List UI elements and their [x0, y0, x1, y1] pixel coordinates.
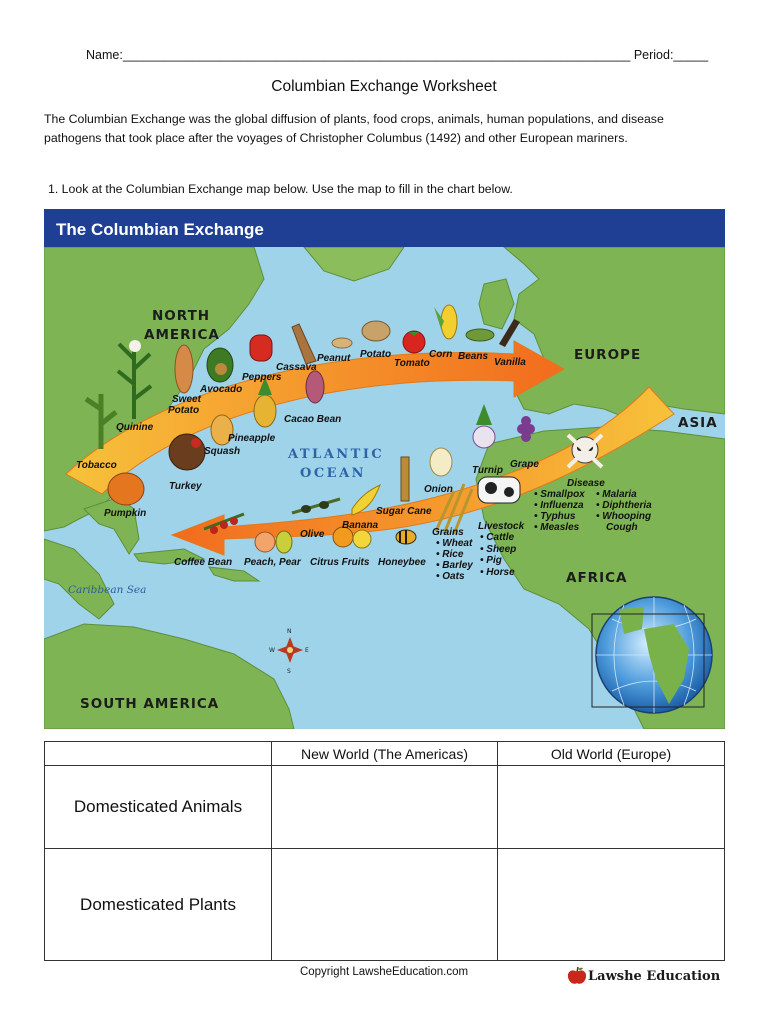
- compass-e: E: [305, 647, 309, 654]
- disease-item-7: • Whooping: [596, 511, 652, 522]
- honeybee-icon: [396, 530, 416, 544]
- answer-chart: [44, 741, 725, 961]
- livestock-item-4: • Horse: [480, 567, 515, 578]
- squash-label: Squash: [204, 446, 241, 457]
- lawshe-education-logo: [566, 966, 720, 986]
- sugar-cane-label: Sugar Cane: [376, 506, 432, 517]
- banana-label: Banana: [342, 520, 379, 531]
- grains-item-2: • Rice: [436, 549, 464, 560]
- apple-icon: [566, 966, 588, 986]
- livestock-item-2: • Sheep: [480, 544, 517, 555]
- europe-landmass: [504, 247, 725, 419]
- grains-item-3: • Barley: [436, 560, 473, 571]
- compass-w: W: [269, 647, 275, 654]
- grains-item-1: • Wheat: [436, 538, 473, 549]
- beans-icon: [466, 329, 494, 341]
- peppers-icon: [250, 335, 272, 361]
- corn-label: Corn: [429, 349, 453, 360]
- potato-icon: [362, 321, 390, 341]
- caribbean-sea-label: Caribbean Sea: [68, 584, 147, 596]
- columbian-exchange-map: [44, 209, 725, 729]
- grains-item-4: • Oats: [436, 571, 465, 582]
- onion-label: Onion: [424, 484, 453, 495]
- disease-item-1: • Smallpox: [534, 489, 585, 500]
- africa-label: AFRICA: [566, 570, 628, 586]
- pumpkin-label: Pumpkin: [104, 508, 147, 519]
- beans-label: Beans: [458, 351, 489, 362]
- name-label: Name:: [86, 48, 123, 62]
- olive-label: Olive: [300, 529, 325, 540]
- livestock-item-3: • Pig: [480, 555, 502, 566]
- ocean-label-1: ATLANTIC: [288, 447, 385, 462]
- grains-title: Grains: [432, 527, 464, 538]
- europe-label: EUROPE: [574, 347, 642, 363]
- vanilla-label: Vanilla: [494, 357, 526, 368]
- disease-item-5: • Malaria: [596, 489, 637, 500]
- livestock-title: Livestock: [478, 521, 525, 532]
- citrus-fruits-label: Citrus Fruits: [310, 557, 370, 568]
- chart-header-row: [45, 742, 725, 766]
- avocado-icon: [207, 348, 233, 382]
- sweet-potato-label-1: Sweet: [172, 394, 201, 405]
- potato-label: Potato: [360, 349, 392, 360]
- copyright-text: Copyright LawsheEducation.com: [299, 966, 469, 978]
- peppers-label: Peppers: [242, 372, 282, 383]
- cassava-label: Cassava: [276, 362, 317, 373]
- livestock-item-1: • Cattle: [480, 532, 515, 543]
- chart-header-old-world: Old World (Europe): [498, 742, 725, 766]
- skull-crossbones-icon: [568, 435, 602, 467]
- compass-n: N: [287, 628, 292, 635]
- compass-s: S: [287, 668, 291, 675]
- map-svg: [44, 209, 725, 729]
- pineapple-label: Pineapple: [228, 433, 276, 444]
- peach-pear-label: Peach, Pear: [244, 557, 301, 568]
- disease-item-4: • Measles: [534, 522, 580, 533]
- quinine-label: Quinine: [116, 422, 154, 433]
- disease-item-3: • Typhus: [534, 511, 576, 522]
- chart-header-corner: [45, 742, 272, 766]
- south-america-label: SOUTH AMERICA: [80, 696, 220, 712]
- tobacco-label: Tobacco: [76, 460, 117, 471]
- disease-item-8: Cough: [606, 522, 638, 533]
- asia-label: ASIA: [678, 415, 718, 431]
- period-label: Period:: [633, 48, 674, 62]
- sweet-potato-icon: [175, 345, 193, 393]
- sweet-potato-label-2: Potato: [168, 405, 200, 416]
- ocean-label-2: OCEAN: [300, 466, 367, 481]
- coffee-bean-label: Coffee Bean: [174, 557, 233, 568]
- avocado-label: Avocado: [200, 384, 243, 395]
- period-blank[interactable]: _____: [673, 48, 709, 62]
- sugar-cane-icon: [401, 457, 409, 501]
- intro-paragraph: [44, 110, 734, 148]
- north-america-label-1: NORTH: [152, 308, 211, 324]
- turkey-icon: [169, 434, 205, 470]
- north-america-label-2: AMERICA: [144, 327, 220, 343]
- cacao-bean-icon: [306, 371, 324, 403]
- peanut-icon: [332, 338, 352, 348]
- disease-item-6: • Diphtheria: [596, 500, 652, 511]
- chart-header-new-world: New World (The Americas): [272, 742, 498, 766]
- cell-plants-old-world[interactable]: [498, 849, 725, 961]
- cell-plants-new-world[interactable]: [272, 849, 498, 961]
- question-1: 1. Look at the Columbian Exchange map below. Use the map to fill in the chart below.: [48, 182, 513, 196]
- name-blank[interactable]: _________________________________________________________________________: [122, 48, 631, 62]
- disease-item-2: • Influenza: [534, 500, 584, 511]
- onion-icon: [430, 448, 452, 476]
- cow-icon: [478, 477, 520, 503]
- peanut-label: Peanut: [317, 353, 351, 364]
- grape-label: Grape: [510, 459, 539, 470]
- logo-text: Lawshe Education: [588, 968, 721, 984]
- row-label-domesticated-plants: Domesticated Plants: [45, 849, 272, 961]
- honeybee-label: Honeybee: [378, 557, 426, 568]
- cacao-bean-label: Cacao Bean: [284, 414, 342, 425]
- row-label-domesticated-animals: Domesticated Animals: [45, 766, 272, 849]
- pumpkin-icon: [108, 473, 144, 505]
- worksheet-title: Columbian Exchange Worksheet: [271, 78, 497, 95]
- intro-line-1: The Columbian Exchange was the global diffusion of plants, food crops, animals, human populations, and disease: [44, 112, 664, 126]
- map-title: The Columbian Exchange: [56, 220, 264, 239]
- tomato-icon: [403, 331, 425, 353]
- turnip-label: Turnip: [472, 465, 503, 476]
- cell-animals-new-world[interactable]: [272, 766, 498, 849]
- intro-line-2: pathogens that took place after the voyages of Christopher Columbus (1492) and other European mariners.: [44, 131, 628, 145]
- chart-row-plants: [45, 849, 725, 961]
- turkey-label: Turkey: [169, 481, 202, 492]
- name-period-line: [86, 48, 709, 62]
- disease-title: Disease: [567, 478, 605, 489]
- chart-row-animals: [45, 766, 725, 849]
- tomato-label: Tomato: [394, 358, 430, 369]
- cell-animals-old-world[interactable]: [498, 766, 725, 849]
